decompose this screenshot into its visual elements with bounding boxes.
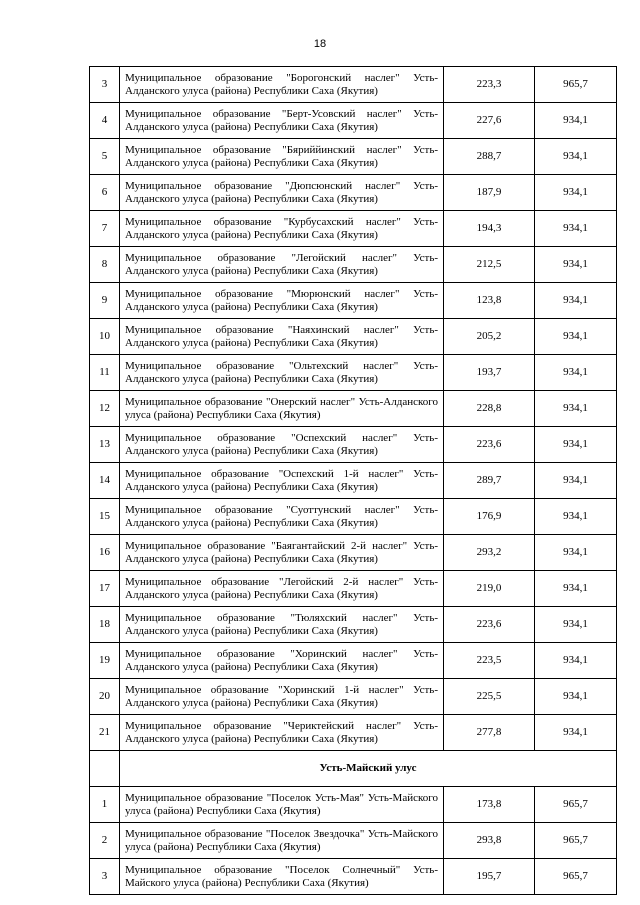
- municipality-name: Муниципальное образование "Онерский наслег" Усть-Алданского улуса (района) Республики Саха (Якутия): [120, 391, 444, 427]
- value-2: 965,7: [535, 823, 617, 859]
- value-2: 934,1: [535, 175, 617, 211]
- row-number: 21: [90, 715, 120, 751]
- table-row: [90, 787, 617, 823]
- municipality-name: Муниципальное образование "Суоттунский наслег" Усть-Алданского улуса (района) Республики Саха (Якутия): [120, 499, 444, 535]
- table-row: [90, 607, 617, 643]
- value-1: 212,5: [444, 247, 535, 283]
- table-row: [90, 103, 617, 139]
- row-number: 2: [90, 823, 120, 859]
- value-1: 219,0: [444, 571, 535, 607]
- municipality-name: Муниципальное образование "Берт-Усовский наслег" Усть-Алданского улуса (района) Республики Саха (Якутия): [120, 103, 444, 139]
- value-1: 223,3: [444, 67, 535, 103]
- row-number: 16: [90, 535, 120, 571]
- municipality-name: Муниципальное образование "Бяриййинский наслег" Усть-Алданского улуса (района) Республики Саха (Якутия): [120, 139, 444, 175]
- row-number: 18: [90, 607, 120, 643]
- value-1: 176,9: [444, 499, 535, 535]
- value-2: 934,1: [535, 643, 617, 679]
- row-number: 1: [90, 787, 120, 823]
- value-1: 293,8: [444, 823, 535, 859]
- value-1: 195,7: [444, 859, 535, 895]
- municipality-name: Муниципальное образование "Баягантайский 2-й наслег" Усть-Алданского улуса (района) Республики Саха (Якутия): [120, 535, 444, 571]
- value-2: 965,7: [535, 859, 617, 895]
- value-1: 173,8: [444, 787, 535, 823]
- page-number: 18: [313, 38, 327, 50]
- value-2: 934,1: [535, 103, 617, 139]
- value-1: 289,7: [444, 463, 535, 499]
- row-number: 12: [90, 391, 120, 427]
- value-2: 934,1: [535, 247, 617, 283]
- table-row: [90, 175, 617, 211]
- row-number: 5: [90, 139, 120, 175]
- value-1: 225,5: [444, 679, 535, 715]
- value-2: 934,1: [535, 607, 617, 643]
- value-1: 194,3: [444, 211, 535, 247]
- section-row: [90, 751, 617, 787]
- value-1: 193,7: [444, 355, 535, 391]
- row-number: 3: [90, 859, 120, 895]
- row-number: 10: [90, 319, 120, 355]
- value-1: 228,8: [444, 391, 535, 427]
- municipality-name: Муниципальное образование "Поселок Звездочка" Усть-Майского улуса (района) Республики Саха (Якутия): [120, 823, 444, 859]
- value-2: 934,1: [535, 679, 617, 715]
- row-number: 8: [90, 247, 120, 283]
- table-row: [90, 67, 617, 103]
- municipality-name: Муниципальное образование "Тюляхский наслег" Усть-Алданского улуса (района) Республики Саха (Якутия): [120, 607, 444, 643]
- municipality-name: Муниципальное образование "Легойский 2-й наслег" Усть-Алданского улуса (района) Республики Саха (Якутия): [120, 571, 444, 607]
- value-1: 223,5: [444, 643, 535, 679]
- value-2: 934,1: [535, 211, 617, 247]
- table-row: [90, 823, 617, 859]
- table-row: [90, 499, 617, 535]
- municipality-name: Муниципальное образование "Борогонский наслег" Усть-Алданского улуса (района) Республики Саха (Якутия): [120, 67, 444, 103]
- municipality-name: Муниципальное образование "Чериктейский наслег" Усть-Алданского улуса (района) Республики Саха (Якутия): [120, 715, 444, 751]
- value-2: 965,7: [535, 787, 617, 823]
- municipality-name: Муниципальное образование "Дюпсюнский наслег" Усть-Алданского улуса (района) Республики Саха (Якутия): [120, 175, 444, 211]
- value-2: 934,1: [535, 463, 617, 499]
- value-2: 965,7: [535, 67, 617, 103]
- value-2: 934,1: [535, 283, 617, 319]
- table-row: [90, 391, 617, 427]
- table-row: [90, 139, 617, 175]
- value-2: 934,1: [535, 319, 617, 355]
- municipality-name: Муниципальное образование "Наяхинский наслег" Усть-Алданского улуса (района) Республики Саха (Якутия): [120, 319, 444, 355]
- row-number: 6: [90, 175, 120, 211]
- value-2: 934,1: [535, 571, 617, 607]
- municipality-name: Муниципальное образование "Легойский наслег" Усть-Алданского улуса (района) Республики Саха (Якутия): [120, 247, 444, 283]
- table-row: [90, 715, 617, 751]
- row-number: 7: [90, 211, 120, 247]
- value-1: 223,6: [444, 607, 535, 643]
- value-2: 934,1: [535, 391, 617, 427]
- municipality-name: Муниципальное образование "Оспехский наслег" Усть-Алданского улуса (района) Республики Саха (Якутия): [120, 427, 444, 463]
- row-number: 19: [90, 643, 120, 679]
- municipality-name: Муниципальное образование "Хоринский 1-й наслег" Усть-Алданского улуса (района) Республики Саха (Якутия): [120, 679, 444, 715]
- value-2: 934,1: [535, 427, 617, 463]
- value-1: 293,2: [444, 535, 535, 571]
- row-number: 15: [90, 499, 120, 535]
- row-number: 14: [90, 463, 120, 499]
- table-row: [90, 247, 617, 283]
- municipality-name: Муниципальное образование "Поселок Усть-Мая" Усть-Майского улуса (района) Республики Саха (Якутия): [120, 787, 444, 823]
- value-2: 934,1: [535, 535, 617, 571]
- table-row: [90, 283, 617, 319]
- table-row: [90, 319, 617, 355]
- table-row: [90, 643, 617, 679]
- table-row: [90, 463, 617, 499]
- table-row: [90, 859, 617, 895]
- row-number: 9: [90, 283, 120, 319]
- row-number: 4: [90, 103, 120, 139]
- row-number: 11: [90, 355, 120, 391]
- section-title: Усть-Майский улус: [120, 751, 617, 787]
- row-number: 13: [90, 427, 120, 463]
- value-1: 187,9: [444, 175, 535, 211]
- value-1: 277,8: [444, 715, 535, 751]
- municipality-table: [89, 66, 617, 895]
- table-row: [90, 355, 617, 391]
- municipality-name: Муниципальное образование "Мюрюнский наслег" Усть-Алданского улуса (района) Республики Саха (Якутия): [120, 283, 444, 319]
- table-row: [90, 427, 617, 463]
- row-number: 17: [90, 571, 120, 607]
- value-1: 123,8: [444, 283, 535, 319]
- value-2: 934,1: [535, 499, 617, 535]
- municipality-name: Муниципальное образование "Ольтехский наслег" Усть-Алданского улуса (района) Республики Саха (Якутия): [120, 355, 444, 391]
- municipality-name: Муниципальное образование "Оспехский 1-й наслег" Усть-Алданского улуса (района) Республики Саха (Якутия): [120, 463, 444, 499]
- section-empty-cell: [90, 751, 120, 787]
- municipality-name: Муниципальное образование "Курбусахский наслег" Усть-Алданского улуса (района) Республики Саха (Якутия): [120, 211, 444, 247]
- value-2: 934,1: [535, 355, 617, 391]
- value-1: 223,6: [444, 427, 535, 463]
- value-2: 934,1: [535, 139, 617, 175]
- value-2: 934,1: [535, 715, 617, 751]
- row-number: 20: [90, 679, 120, 715]
- table-row: [90, 571, 617, 607]
- municipality-name: Муниципальное образование "Хоринский наслег" Усть-Алданского улуса (района) Республики Саха (Якутия): [120, 643, 444, 679]
- value-1: 205,2: [444, 319, 535, 355]
- value-1: 227,6: [444, 103, 535, 139]
- municipality-name: Муниципальное образование "Поселок Солнечный" Усть-Майского улуса (района) Республики Саха (Якутия): [120, 859, 444, 895]
- value-1: 288,7: [444, 139, 535, 175]
- table-row: [90, 535, 617, 571]
- table-row: [90, 679, 617, 715]
- row-number: 3: [90, 67, 120, 103]
- table-row: [90, 211, 617, 247]
